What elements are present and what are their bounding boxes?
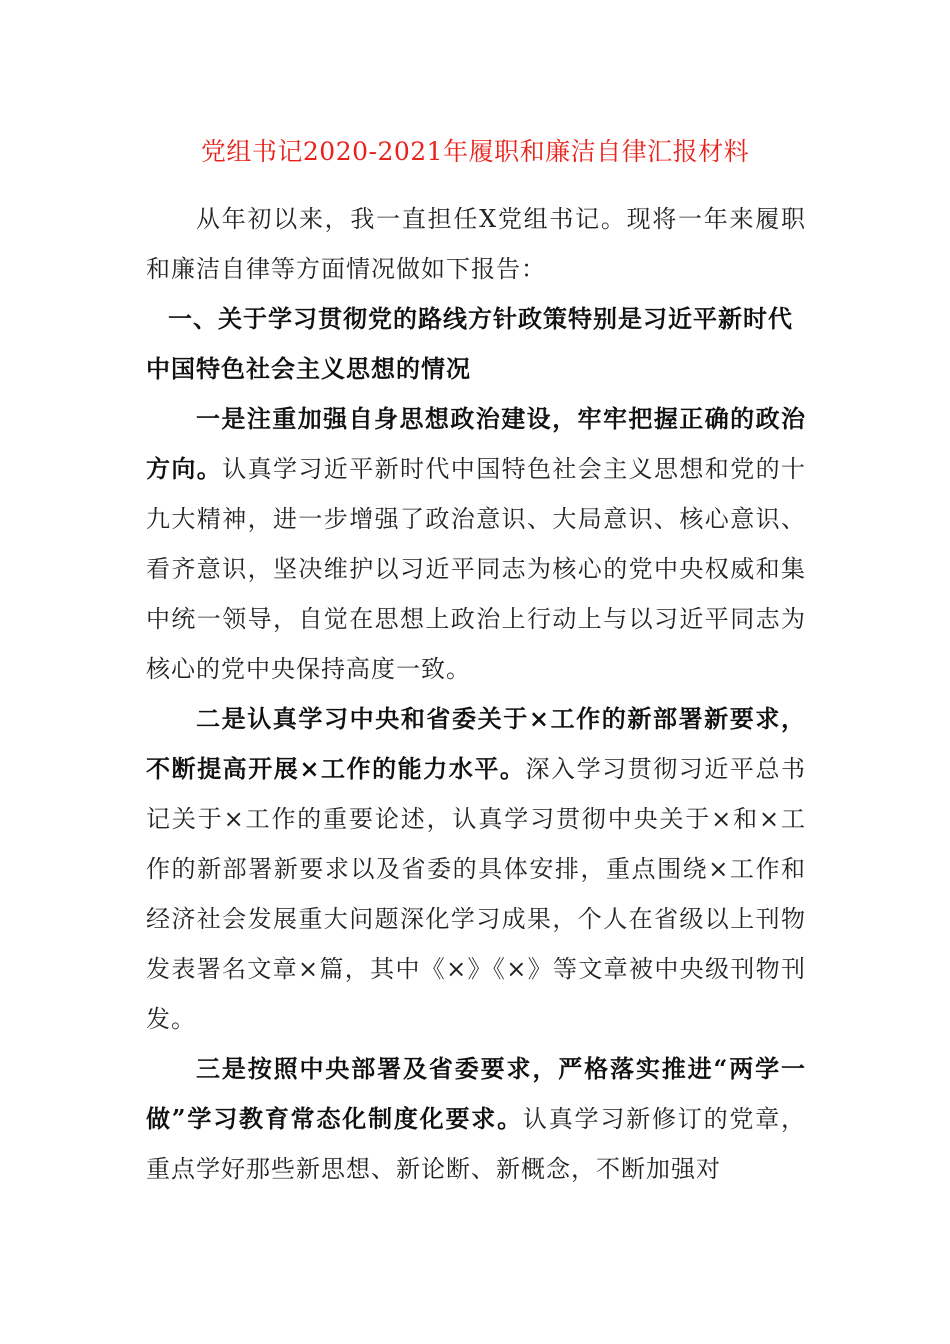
item-3-body: 认真学习新修订的党章，重点学好那些新思想、新论断、新概念，不断加强对 [146,1105,806,1183]
item-2-body: 深入学习贯彻习近平总书记关于×工作的重要论述，认真学习贯彻中央关于×和×工作的新部署新要求以及省委的具体安排，重点围绕×工作和经济社会发展重大问题深化学习成果，个人在省级以上刊物发表署名文章×篇，其中《×》《×》等文章被中央级刊物刊发。 [146,755,807,1033]
intro-paragraph: 从年初以来，我一直担任X党组书记。现将一年来履职和廉洁自律等方面情况做如下报告： [146,205,806,283]
document-title: 党组书记2020-2021年履职和廉洁自律汇报材料 [200,137,750,166]
document-body [146,194,806,1194]
item-2-lead: 二是认真学习中央和省委关于×工作的新部署新要求，不断提高开展×工作的能力水平。 [146,704,806,783]
item-3-lead: 三是按照中央部署及省委要求，严格落实推进“两学一做”学习教育常态化制度化要求。 [146,1054,806,1133]
item-paragraph-3 [146,1044,806,1194]
item-paragraph-2 [146,694,806,1044]
item-paragraph-1 [146,394,806,694]
item-1-body: 认真学习近平新时代中国特色社会主义思想和党的十九大精神，进一步增强了政治意识、大局意识、核心意识、看齐意识，坚决维护以习近平同志为核心的党中央权威和集中统一领导，自觉在思想上政治上行动上与以习近平同志为核心的党中央保持高度一致。 [146,455,807,683]
section-heading-1: 一、关于学习贯彻党的路线方针政策特别是习近平新时代中国特色社会主义思想的情况 [146,304,793,383]
item-1-lead: 一是注重加强自身思想政治建设，牢牢把握正确的政治方向。 [146,404,806,483]
